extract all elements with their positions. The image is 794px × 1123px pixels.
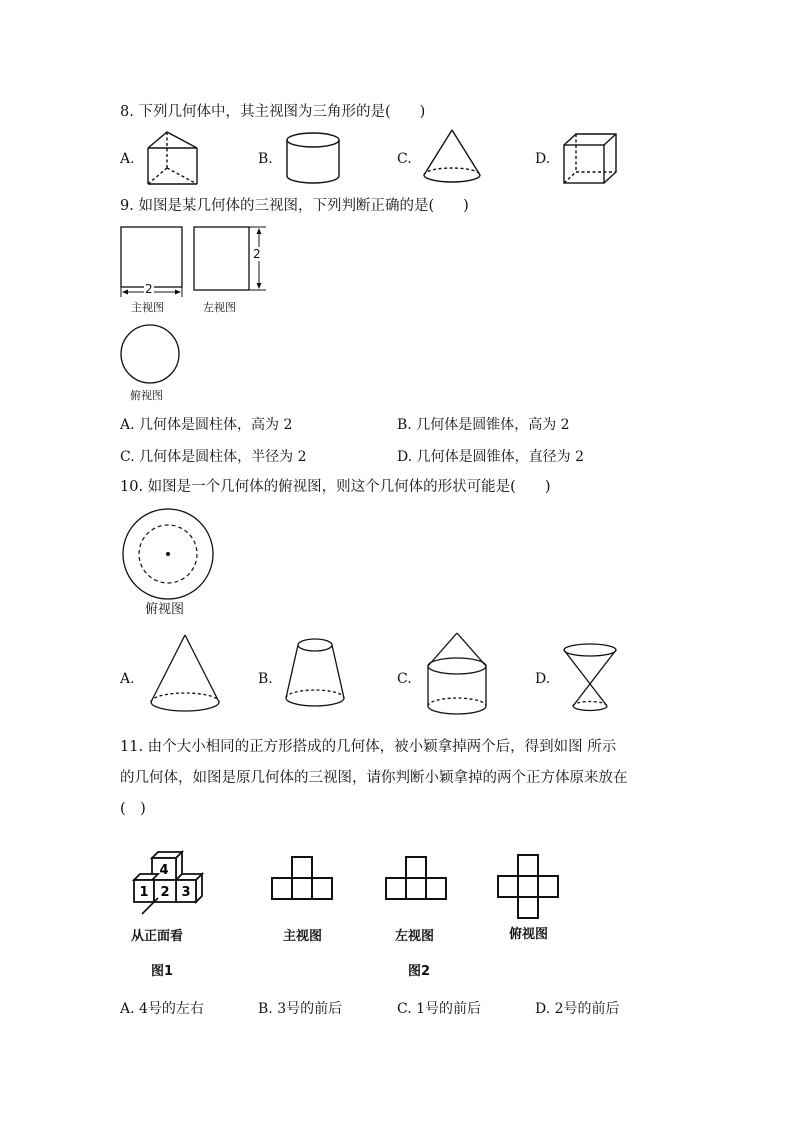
left-view-caption: 左视图 <box>203 301 236 314</box>
q11-option-a[interactable]: A. 4号的左右 <box>120 1001 204 1017</box>
front-view-caption: 主视图 <box>131 301 164 314</box>
q10-stem: 10. 如图是一个几何体的俯视图，则这个几何体的形状可能是( ) <box>120 479 551 495</box>
figure2-caption: 图2 <box>408 964 431 979</box>
q11-option-d[interactable]: D. 2号的前后 <box>535 1001 620 1017</box>
q10-cone-figure <box>148 632 222 716</box>
cube-figure <box>560 131 620 187</box>
stacked-cubes-figure <box>128 846 208 916</box>
q9-stem: 9. 如图是某几何体的三视图，下列判断正确的是( ) <box>120 198 469 214</box>
left-view-height-label: 2 <box>253 247 261 261</box>
q9-option-b[interactable]: B. 几何体是圆锥体，高为 2 <box>397 417 570 433</box>
q10-option-a-label[interactable]: A. <box>120 671 135 687</box>
q8-stem: 8. 下列几何体中，其主视图为三角形的是( ) <box>120 104 426 120</box>
q10-option-c-label[interactable]: C. <box>397 671 412 687</box>
q11-top-view <box>496 852 564 922</box>
q11-stem-line2: 的几何体，如图是原几何体的三视图，请你判断小颖拿掉的两个正方体原来放在 <box>120 770 628 786</box>
q11-stem-line1: 11. 由个大小相同的正方形搭成的几何体，被小颖拿掉两个后，得到如图 所示 <box>120 739 617 755</box>
q11-stem-line3: ( ) <box>120 801 146 817</box>
q11-top-view-caption: 俯视图 <box>509 927 549 942</box>
double-cone-figure <box>560 642 620 714</box>
q8-option-b-label[interactable]: B. <box>258 151 273 167</box>
q10-option-d-label[interactable]: D. <box>535 671 551 687</box>
q11-option-c[interactable]: C. 1号的前后 <box>397 1001 482 1017</box>
q9-option-a[interactable]: A. 几何体是圆柱体，高为 2 <box>120 417 293 433</box>
q11-left-view-caption: 左视图 <box>395 929 435 944</box>
q11-front-view <box>270 854 338 904</box>
triangular-prism-figure <box>142 130 204 188</box>
q10-top-view-caption: 俯视图 <box>145 602 185 617</box>
top-view-caption: 俯视图 <box>130 389 163 402</box>
frustum-figure <box>282 636 348 712</box>
cone-on-cylinder-figure <box>424 630 490 718</box>
figure1-caption: 图1 <box>151 964 174 979</box>
front-view-width-label: 2 <box>145 282 153 296</box>
q11-front-view-caption: 主视图 <box>283 929 323 944</box>
q11-left-view <box>384 854 452 904</box>
cube-label-1: 1 <box>139 885 149 900</box>
q9-option-c[interactable]: C. 几何体是圆柱体，半径为 2 <box>120 449 307 465</box>
q8-option-c-label[interactable]: C. <box>397 151 412 167</box>
cube-label-3: 3 <box>181 885 191 900</box>
q11-option-b[interactable]: B. 3号的前后 <box>258 1001 343 1017</box>
cone-figure <box>420 127 484 187</box>
cube-label-2: 2 <box>160 885 170 900</box>
q9-option-d[interactable]: D. 几何体是圆锥体，直径为 2 <box>397 449 584 465</box>
q10-option-b-label[interactable]: B. <box>258 671 273 687</box>
top-view-circle <box>118 322 182 386</box>
cube-label-4: 4 <box>159 863 169 878</box>
front-look-caption: 从正面看 <box>131 929 184 944</box>
q8-option-d-label[interactable]: D. <box>535 151 551 167</box>
q10-top-view-circles <box>120 508 216 604</box>
cylinder-figure <box>283 131 343 187</box>
q8-option-a-label[interactable]: A. <box>120 151 135 167</box>
